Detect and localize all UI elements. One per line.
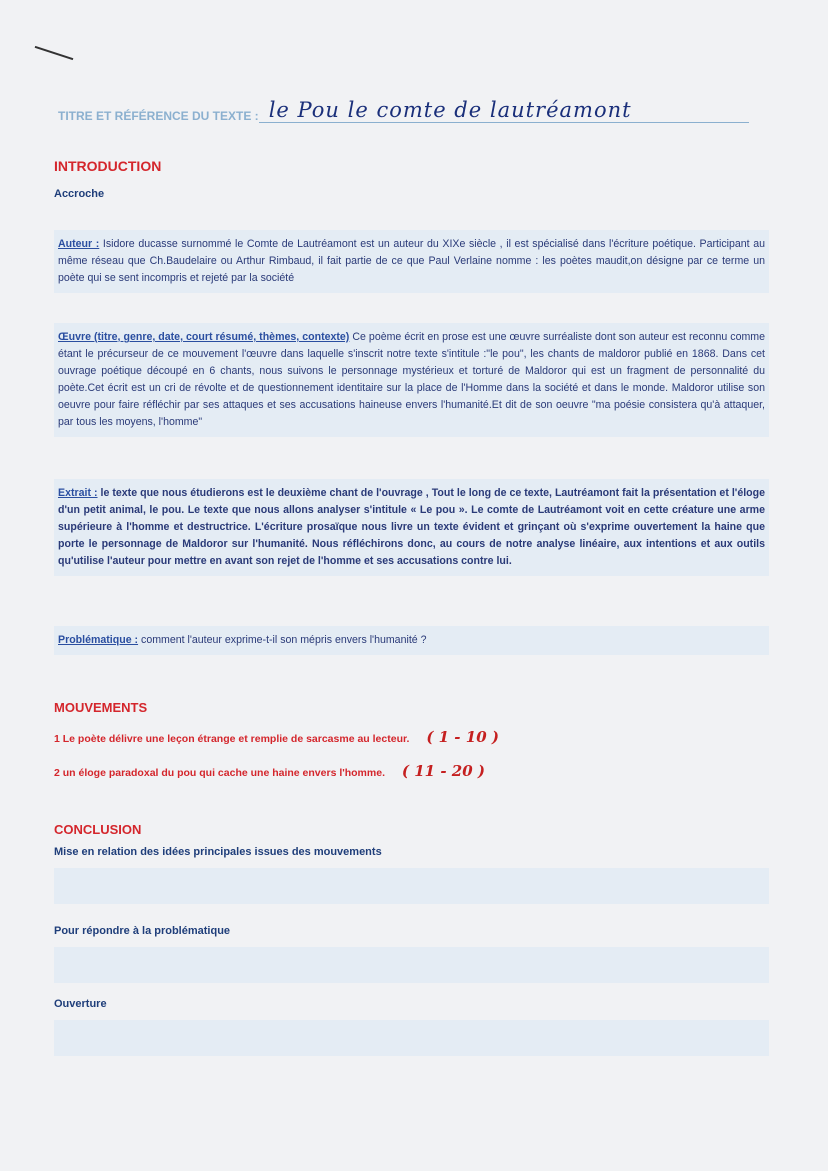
title-row	[58, 98, 769, 123]
conclusion-mise: Mise en relation des idées principales issues des mouvements	[54, 846, 382, 858]
auteur-section	[54, 230, 769, 293]
mouvement-2	[54, 759, 769, 785]
extrait-text: le texte que nous étudierons est le deuxième chant de l'ouvrage , Tout le long de ce texte, Lautréamont fait la présentation et l'éloge d'un petit animal, le pou. Le texte que nous allons analyser s'intitule « Le pou ». Le comte de Lautréamont voit en cette créature une arme supérieure à l'homme et destructrice. L'écriture prosaïque nous livre un texte évident et grinçant où s'exprime ouvertement la haine que porte le personnage de Maldoror sur l'humanité. Nous réfléchirons donc, au cours de notre analyse linéaire, aux intentions et aux outils qu'utilise l'auteur pour mettre en avant son rejet de l'homme et ses accusations contre lui.	[58, 487, 765, 567]
accroche-label: Accroche	[54, 188, 105, 200]
problematique-text: comment l'auteur exprime-t-il son mépris envers l'humanité ?	[141, 634, 427, 646]
introduction-heading: INTRODUCTION	[54, 158, 162, 174]
conclusion-ouverture: Ouverture	[54, 998, 107, 1010]
conclusion-heading: CONCLUSION	[54, 822, 142, 837]
mouvement-1-text: 1 Le poète délivre une leçon étrange et remplie de sarcasme au lecteur.	[54, 733, 410, 745]
conclusion-repondre: Pour répondre à la problématique	[54, 925, 231, 937]
repondre-box	[54, 947, 769, 983]
auteur-text: Isidore ducasse surnommé le Comte de Lautréamont est un auteur du XIXe siècle , il est spécialisé dans l'écriture poétique. Participant au même réseau que Ch.Baudelaire ou Arthur Rimbaud, il fait partie de ce que Paul Verlaine nomme : les poètes maudit,on désigne par ce terme un poète qui se sent incompris et rejeté par la société	[58, 238, 765, 284]
extrait-section	[54, 479, 769, 576]
ouverture-box	[54, 1020, 769, 1056]
mouvement-2-lines: ( 11 - 20 )	[401, 762, 485, 780]
oeuvre-section	[54, 323, 769, 437]
mouvement-2-text: 2 un éloge paradoxal du pou qui cache une haine envers l'homme.	[54, 767, 385, 779]
title-handwritten: le Pou le comte de lautréamont	[259, 98, 749, 123]
oeuvre-text: Ce poème écrit en prose est une œuvre surréaliste dont son auteur est reconnu comme étant le précurseur de ce mouvement l'œuvre dans laquelle s'inscrit notre texte s'intitule :"le pou", les chants de maldoror publié en 1868. Dans cet ouvrage poétique découpé en 6 chants, nous suivons le personnage mystérieux et torturé de Maldoror qui est un fragment de personnalité du poète.Cet écrit est un cri de révolte et de questionnement identitaire sur la place de l'Homme dans la société et dans le monde. Maldoror utilise son oeuvre pour faire réfléchir par ses attaques et ses accusations haineuse envers l'humanité.Et dit de son oeuvre "ma poésie consistera qu'à attaquer, par tous les moyens, l'homme"	[58, 331, 765, 428]
mouvement-1	[54, 725, 769, 751]
mouvement-1-lines: ( 1 - 10 )	[426, 728, 499, 746]
mouvements-heading: MOUVEMENTS	[54, 700, 148, 715]
pen-mark	[35, 46, 74, 60]
title-label: TITRE ET RÉFÉRENCE DU TEXTE :	[58, 109, 259, 123]
auteur-label: Auteur :	[58, 238, 100, 250]
extrait-label: Extrait :	[58, 487, 98, 499]
oeuvre-label: Œuvre (titre, genre, date, court résumé, thèmes, contexte)	[58, 331, 350, 343]
mise-box	[54, 868, 769, 904]
problematique-label: Problématique :	[58, 634, 139, 646]
problematique-section	[54, 626, 769, 655]
